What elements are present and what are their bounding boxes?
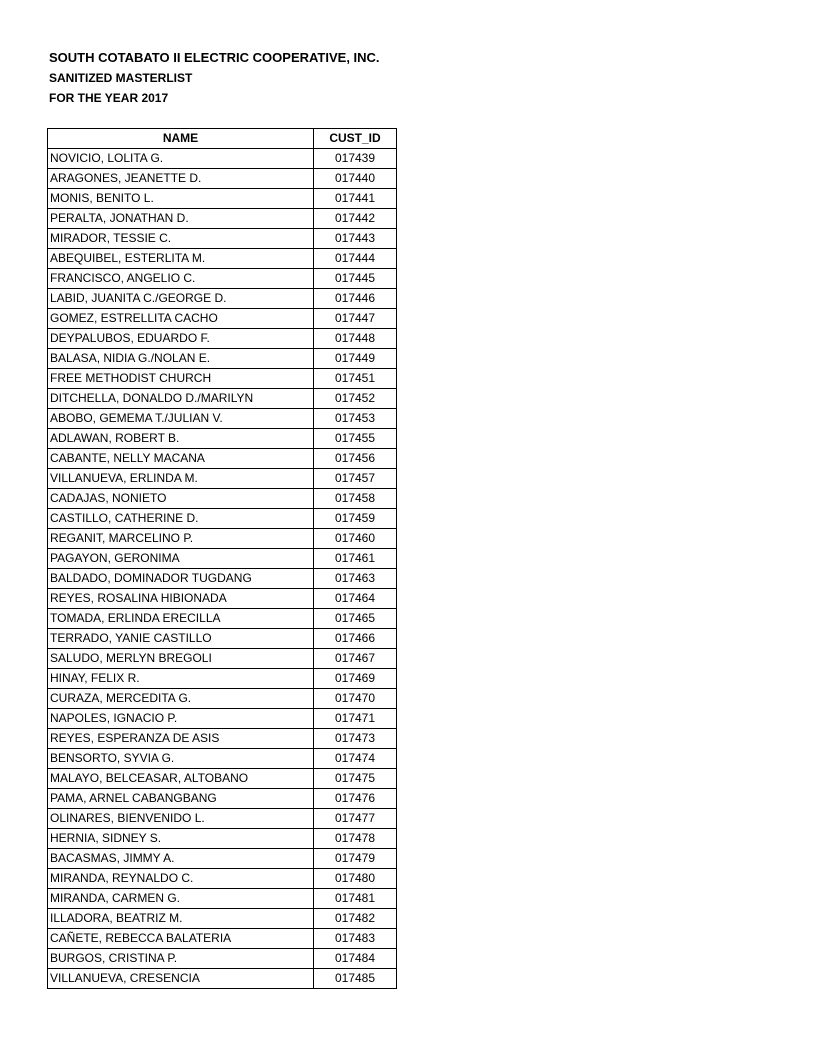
customer-id-cell: 017476 <box>314 789 397 809</box>
customer-id-cell: 017479 <box>314 849 397 869</box>
customer-id-cell: 017485 <box>314 969 397 989</box>
year-line: FOR THE YEAR 2017 <box>49 91 169 105</box>
customer-id-cell: 017455 <box>314 429 397 449</box>
customer-name-cell: LABID, JUANITA C./GEORGE D. <box>48 289 314 309</box>
table-row <box>48 909 397 929</box>
column-header-cust-id: CUST_ID <box>314 129 397 149</box>
customer-id-cell: 017466 <box>314 629 397 649</box>
customer-id-cell: 017445 <box>314 269 397 289</box>
customer-name-cell: MALAYO, BELCEASAR, ALTOBANO <box>48 769 314 789</box>
customer-id-cell: 017451 <box>314 369 397 389</box>
customer-name-cell: NAPOLES, IGNACIO P. <box>48 709 314 729</box>
customer-id-cell: 017469 <box>314 669 397 689</box>
customer-name-cell: CABANTE, NELLY MACANA <box>48 449 314 469</box>
customer-id-cell: 017461 <box>314 549 397 569</box>
customer-id-cell: 017460 <box>314 529 397 549</box>
customer-id-cell: 017473 <box>314 729 397 749</box>
table-row <box>48 929 397 949</box>
customer-name-cell: TERRADO, YANIE CASTILLO <box>48 629 314 649</box>
table-row <box>48 509 397 529</box>
customer-name-cell: SALUDO, MERLYN BREGOLI <box>48 649 314 669</box>
table-row <box>48 969 397 989</box>
customer-name-cell: DITCHELLA, DONALDO D./MARILYN <box>48 389 314 409</box>
table-row <box>48 749 397 769</box>
document-header <box>49 48 380 108</box>
customer-name-cell: MIRANDA, CARMEN G. <box>48 889 314 909</box>
customer-name-cell: GOMEZ, ESTRELLITA CACHO <box>48 309 314 329</box>
customer-id-cell: 017467 <box>314 649 397 669</box>
table-row <box>48 409 397 429</box>
customer-id-cell: 017444 <box>314 249 397 269</box>
table-row <box>48 489 397 509</box>
table-row <box>48 149 397 169</box>
customer-id-cell: 017464 <box>314 589 397 609</box>
customer-name-cell: CADAJAS, NONIETO <box>48 489 314 509</box>
table-row <box>48 629 397 649</box>
table-row <box>48 669 397 689</box>
customer-id-cell: 017441 <box>314 189 397 209</box>
table-row <box>48 729 397 749</box>
table-row <box>48 249 397 269</box>
table-row <box>48 289 397 309</box>
table-row <box>48 449 397 469</box>
customer-name-cell: VILLANUEVA, CRESENCIA <box>48 969 314 989</box>
table-row <box>48 869 397 889</box>
customer-name-cell: ADLAWAN, ROBERT B. <box>48 429 314 449</box>
table-row <box>48 369 397 389</box>
customer-name-cell: PAGAYON, GERONIMA <box>48 549 314 569</box>
customer-id-cell: 017474 <box>314 749 397 769</box>
customer-id-cell: 017477 <box>314 809 397 829</box>
customer-id-cell: 017459 <box>314 509 397 529</box>
customer-name-cell: MONIS, BENITO L. <box>48 189 314 209</box>
customer-name-cell: OLINARES, BIENVENIDO L. <box>48 809 314 829</box>
customer-name-cell: CAÑETE, REBECCA BALATERIA <box>48 929 314 949</box>
customer-id-cell: 017471 <box>314 709 397 729</box>
customer-name-cell: VILLANUEVA, ERLINDA M. <box>48 469 314 489</box>
customer-name-cell: ILLADORA, BEATRIZ M. <box>48 909 314 929</box>
customer-id-cell: 017463 <box>314 569 397 589</box>
customer-id-cell: 017458 <box>314 489 397 509</box>
table-row <box>48 949 397 969</box>
customer-name-cell: BALASA, NIDIA G./NOLAN E. <box>48 349 314 369</box>
customer-name-cell: NOVICIO, LOLITA G. <box>48 149 314 169</box>
table-row <box>48 649 397 669</box>
customer-id-cell: 017470 <box>314 689 397 709</box>
customer-name-cell: BACASMAS, JIMMY A. <box>48 849 314 869</box>
customer-id-cell: 017478 <box>314 829 397 849</box>
table-row <box>48 809 397 829</box>
table-row <box>48 889 397 909</box>
customer-id-cell: 017465 <box>314 609 397 629</box>
table-row <box>48 609 397 629</box>
customer-name-cell: FRANCISCO, ANGELIO C. <box>48 269 314 289</box>
table-row <box>48 349 397 369</box>
customer-name-cell: CASTILLO, CATHERINE D. <box>48 509 314 529</box>
customer-id-cell: 017484 <box>314 949 397 969</box>
customer-name-cell: TOMADA, ERLINDA ERECILLA <box>48 609 314 629</box>
customer-id-cell: 017481 <box>314 889 397 909</box>
document-subtitle: SANITIZED MASTERLIST <box>49 71 193 85</box>
customer-name-cell: MIRANDA, REYNALDO C. <box>48 869 314 889</box>
table-row <box>48 709 397 729</box>
customer-id-cell: 017448 <box>314 329 397 349</box>
customer-id-cell: 017452 <box>314 389 397 409</box>
table-row <box>48 189 397 209</box>
customer-name-cell: BALDADO, DOMINADOR TUGDANG <box>48 569 314 589</box>
customer-id-cell: 017456 <box>314 449 397 469</box>
table-row <box>48 829 397 849</box>
customer-id-cell: 017447 <box>314 309 397 329</box>
table-row <box>48 689 397 709</box>
table-header-row <box>48 129 397 149</box>
table-row <box>48 429 397 449</box>
customer-id-cell: 017453 <box>314 409 397 429</box>
table-row <box>48 329 397 349</box>
column-header-name: NAME <box>48 129 314 149</box>
table-row <box>48 849 397 869</box>
customer-id-cell: 017439 <box>314 149 397 169</box>
customer-id-cell: 017480 <box>314 869 397 889</box>
table-row <box>48 789 397 809</box>
customer-name-cell: ABEQUIBEL, ESTERLITA M. <box>48 249 314 269</box>
customer-name-cell: BURGOS, CRISTINA P. <box>48 949 314 969</box>
table-row <box>48 589 397 609</box>
customer-name-cell: REYES, ESPERANZA DE ASIS <box>48 729 314 749</box>
customer-id-cell: 017443 <box>314 229 397 249</box>
table-row <box>48 269 397 289</box>
masterlist-table <box>47 128 397 989</box>
table-row <box>48 309 397 329</box>
customer-name-cell: FREE METHODIST CHURCH <box>48 369 314 389</box>
customer-id-cell: 017475 <box>314 769 397 789</box>
organization-title: SOUTH COTABATO II ELECTRIC COOPERATIVE, INC. <box>49 50 380 65</box>
table-row <box>48 209 397 229</box>
customer-name-cell: CURAZA, MERCEDITA G. <box>48 689 314 709</box>
table-row <box>48 229 397 249</box>
customer-name-cell: PERALTA, JONATHAN D. <box>48 209 314 229</box>
customer-name-cell: PAMA, ARNEL CABANGBANG <box>48 789 314 809</box>
customer-id-cell: 017446 <box>314 289 397 309</box>
customer-name-cell: BENSORTO, SYVIA G. <box>48 749 314 769</box>
table-row <box>48 569 397 589</box>
table-row <box>48 769 397 789</box>
table-row <box>48 469 397 489</box>
customer-name-cell: HINAY, FELIX R. <box>48 669 314 689</box>
table-row <box>48 389 397 409</box>
customer-name-cell: REGANIT, MARCELINO P. <box>48 529 314 549</box>
customer-name-cell: DEYPALUBOS, EDUARDO F. <box>48 329 314 349</box>
table-row <box>48 169 397 189</box>
table-row <box>48 549 397 569</box>
customer-name-cell: REYES, ROSALINA HIBIONADA <box>48 589 314 609</box>
customer-name-cell: ARAGONES, JEANETTE D. <box>48 169 314 189</box>
customer-name-cell: ABOBO, GEMEMA T./JULIAN V. <box>48 409 314 429</box>
table-row <box>48 529 397 549</box>
customer-id-cell: 017483 <box>314 929 397 949</box>
table-body <box>48 149 397 989</box>
customer-id-cell: 017457 <box>314 469 397 489</box>
customer-id-cell: 017482 <box>314 909 397 929</box>
customer-id-cell: 017442 <box>314 209 397 229</box>
customer-name-cell: HERNIA, SIDNEY S. <box>48 829 314 849</box>
customer-name-cell: MIRADOR, TESSIE C. <box>48 229 314 249</box>
customer-id-cell: 017440 <box>314 169 397 189</box>
customer-id-cell: 017449 <box>314 349 397 369</box>
